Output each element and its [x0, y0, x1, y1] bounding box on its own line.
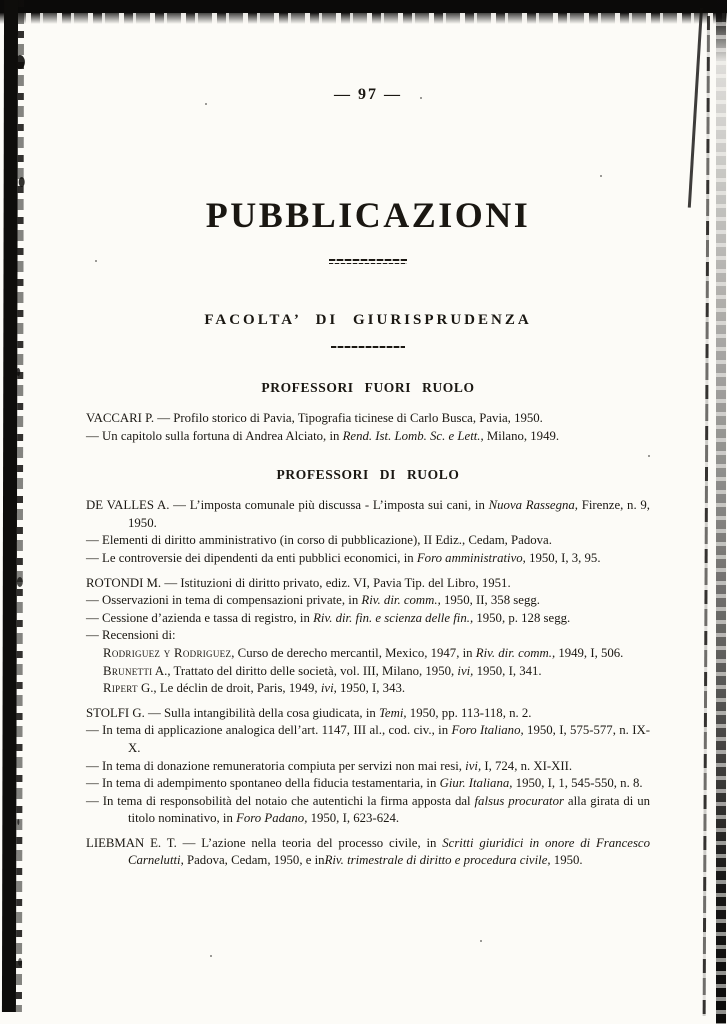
bibliography-entry: VACCARI P. — Profilo storico di Pavia, Tipografia ticinese di Carlo Busca, Pavia, 1950.	[86, 411, 543, 425]
scan-artifact-top-band	[0, 0, 727, 13]
scan-artifact-left-binding	[2, 0, 18, 1012]
bibliography-entry: — Un capitolo sulla fortuna di Andrea Alciato, in Rend. Ist. Lomb. Sc. e Lett., Milano, 1949.	[86, 428, 560, 443]
page-title: PUBBLICAZIONI	[205, 195, 531, 235]
bibliography-entry: — Cessione d’azienda e tassa di registro, in Riv. dir. fin. e scienza delle fin., 1950, p. 128 segg.	[86, 610, 571, 625]
scan-artifact-top-ragged-edge	[0, 13, 727, 24]
page-number: — 97 —	[334, 86, 402, 103]
bibliography-entry: — Osservazioni in tema di compensazioni private, in Riv. dir. comm., 1950, II, 358 segg.	[86, 593, 540, 608]
bibliography-entry: — Recensioni di:	[86, 628, 176, 643]
title-rule	[329, 259, 407, 264]
scan-artifact-right-diagonal	[688, 8, 703, 208]
bibliography-entry: Brunetti A., Trattato del diritto delle società, vol. III, Milano, 1950, ivi, 1950, I, 341.	[103, 663, 542, 678]
bibliography-entry: — Le controversie dei dipendenti da enti pubblici economici, in Foro amministrativo, 1950, I, 3, 95.	[86, 550, 601, 565]
faculty-rule	[331, 346, 405, 348]
bibliography-entry: — In tema di responsobilità del notaio che autentichi la firma apposta dal falsus procurator alla girata di un titolo nominativo, in Foro Padano, 1950, I, 623-624.	[86, 793, 651, 826]
scan-artifact-right-edge	[716, 0, 726, 1024]
bibliography-entry: — In tema di adempimento spontaneo della fiducia testamentaria, in Giur. Italiana, 1950, I, 1, 545-550, n. 8.	[86, 776, 643, 791]
bibliography-entry: — In tema di donazione remuneratoria compiuta per servizi non mai resi, ivi, I, 724, n. XI-XII.	[86, 758, 573, 773]
section-heading: PROFESSORI DI RUOLO	[276, 467, 460, 483]
bibliography-sections	[86, 379, 650, 870]
bibliography-entry: Rodriguez y Rodriguez, Curso de derecho mercantil, Mexico, 1947, in Riv. dir. comm., 1949, I, 506.	[103, 645, 624, 660]
bibliography-entry: STOLFI G. — Sulla intangibilità della cosa giudicata, in Temi, 1950, pp. 113-118, n. 2.	[86, 705, 532, 720]
faculty-heading: FACOLTA’ DI GIURISPRUDENZA	[204, 312, 532, 328]
bibliography-entry: Ripert G., Le déclin de droit, Paris, 1949, ivi, 1950, I, 343.	[103, 681, 406, 696]
bibliography-entry: — In tema di applicazione analogica dell’art. 1147, III al., cod. civ., in Foro Italiano, 1950, I, 575-577, n. IX-X.	[86, 723, 650, 755]
section-heading: PROFESSORI FUORI RUOLO	[261, 380, 475, 395]
bibliography-entry: — Elementi di diritto amministrativo (in corso di pubblicazione), II Ediz., Cedam, Padova.	[86, 533, 552, 548]
bibliography-entry: LIEBMAN E. T. — L’azione nella teoria del processo civile, in Scritti giuridici in onore di Francesco Carnelutti, Padova, Cedam, 1950, e inRiv. trimestrale di diritto e procedura civile, 1950.	[86, 835, 651, 868]
bibliography-entry: DE VALLES A. — L’imposta comunale più discussa - L’imposta sui cani, in Nuova Rassegna, Firenze, n. 9, 1950.	[86, 498, 650, 530]
bibliography-entry: ROTONDI M. — Istituzioni di diritto privato, ediz. VI, Pavia Tip. del Libro, 1951.	[86, 575, 511, 590]
scan-artifact-right-line	[703, 16, 710, 1016]
